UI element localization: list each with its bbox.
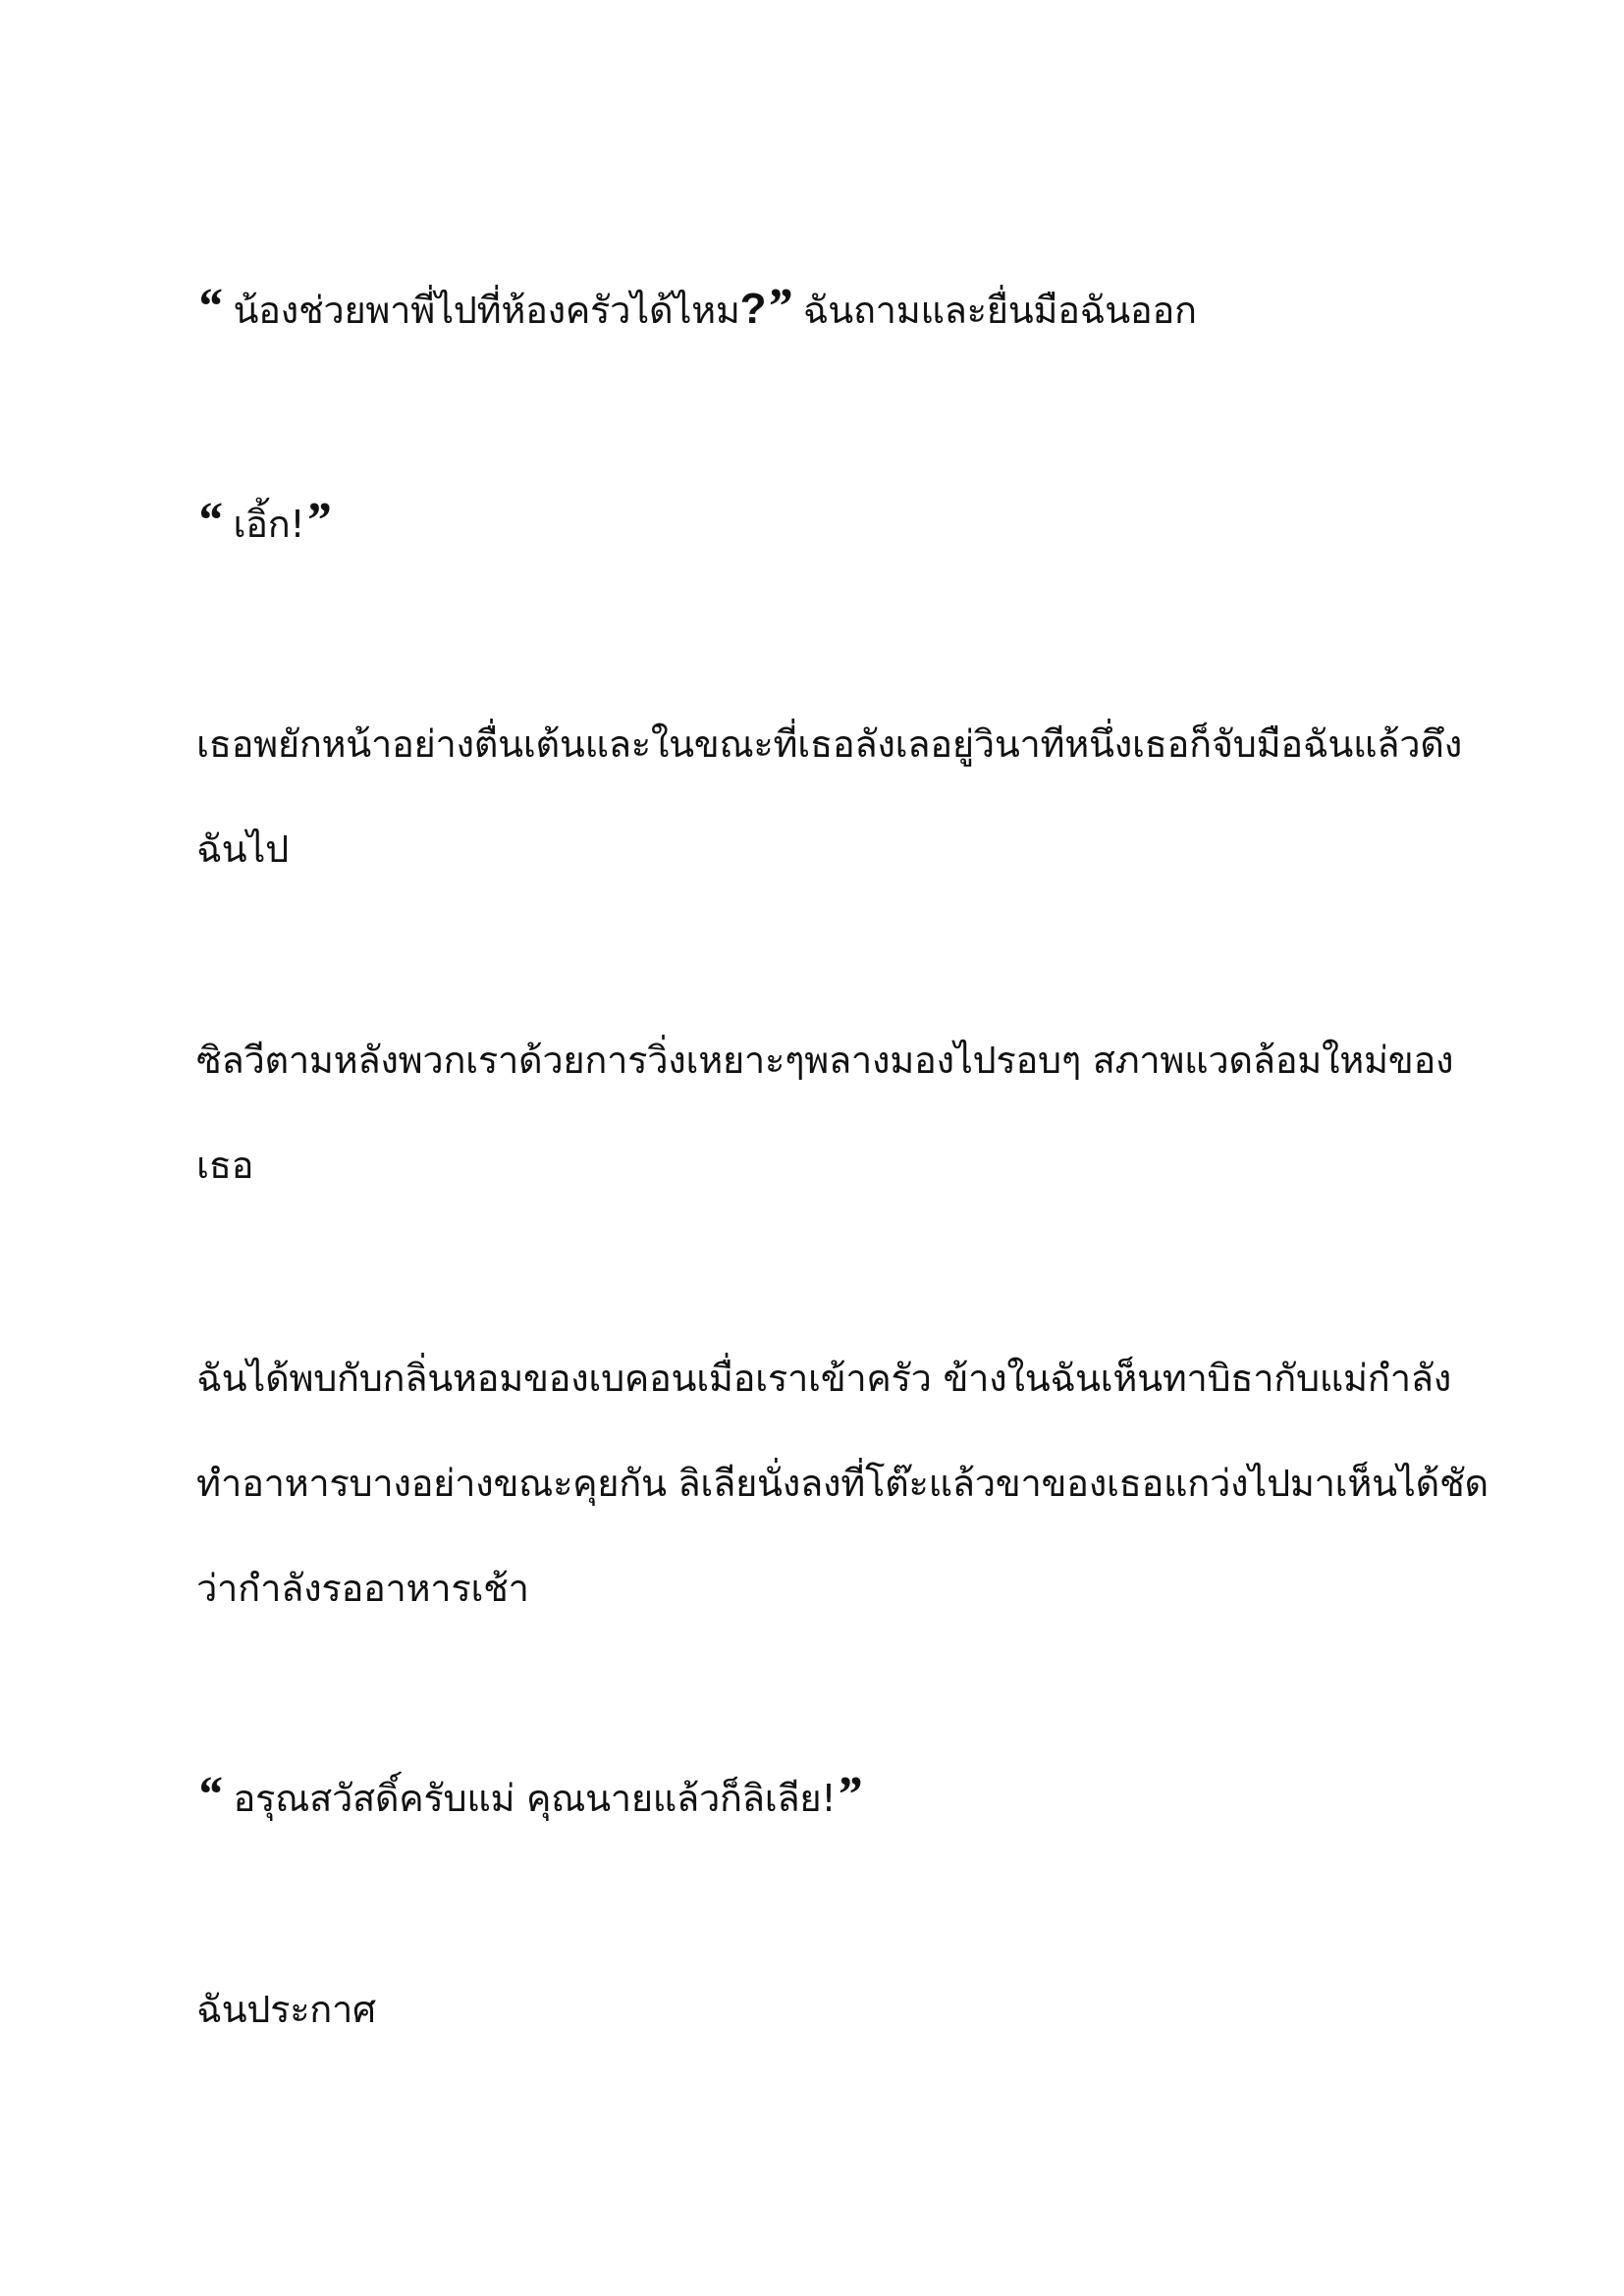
line: ทำอาหารบางอย่างขณะคุยกัน ลิเลียนั่งลงที่โต๊ะแล้วขาของเธอแกว่งไปมาเห็นได้ชัด (196, 1462, 1489, 1505)
narration-paragraph-2 (196, 1039, 1454, 1218)
dialogue-text: น้องช่วยพาพี่ไปที่ห้องครัวได้ไหม (233, 289, 740, 332)
line: ซิลวีตามหลังพวกเราด้วยการวิ่งเหยาะๆพลางมองไปรอบๆ สภาพแวดล้อมใหม่ของ (196, 1039, 1454, 1082)
open-quote: “ (196, 1767, 222, 1823)
line: เธอ (196, 1144, 254, 1187)
line (196, 468, 1414, 573)
question-mark: ? (739, 285, 767, 333)
open-quote: “ (196, 493, 222, 549)
dialogue-paragraph-1 (196, 279, 1414, 359)
line: ฉันได้พบกับกลิ่นหอมของเบคอนเมื่อเราเข้าครัว ข้างในฉันเห็นทาบิธากับแม่กำลัง (196, 1357, 1452, 1400)
open-quote: “ (196, 279, 222, 335)
line (196, 1742, 1414, 1847)
dialogue-paragraph-2 (196, 493, 1414, 573)
dialogue-text: อรุณสวัสดิ์ครับแม่ คุณนายแล้วก็ลิเลีย! (233, 1777, 837, 1820)
narration-paragraph-3 (196, 1357, 1489, 1641)
dialogue-tag: ฉันถามและยื่นมือฉันออก (802, 289, 1197, 332)
dialogue-text: เอิ้ก! (233, 503, 305, 546)
line: ฉันประกาศ (196, 1988, 376, 2031)
dialogue-paragraph-3 (196, 1767, 1414, 1847)
line: เธอพยักหน้าอย่างตื่นเต้นและในขณะที่เธอลังเลอยู่วินาทีหนึ่งเธอก็จับมือฉันแล้วดึง (196, 722, 1462, 766)
narration-paragraph-4 (196, 1990, 1414, 2062)
line (196, 254, 1414, 359)
line: ฉันไป (196, 828, 289, 871)
narration-paragraph-1 (196, 722, 1462, 902)
line: ว่ากำลังรออาหารเช้า (196, 1567, 529, 1610)
close-quote: ” (836, 1767, 861, 1823)
close-quote: ” (304, 493, 331, 549)
close-quote: ” (766, 279, 791, 335)
